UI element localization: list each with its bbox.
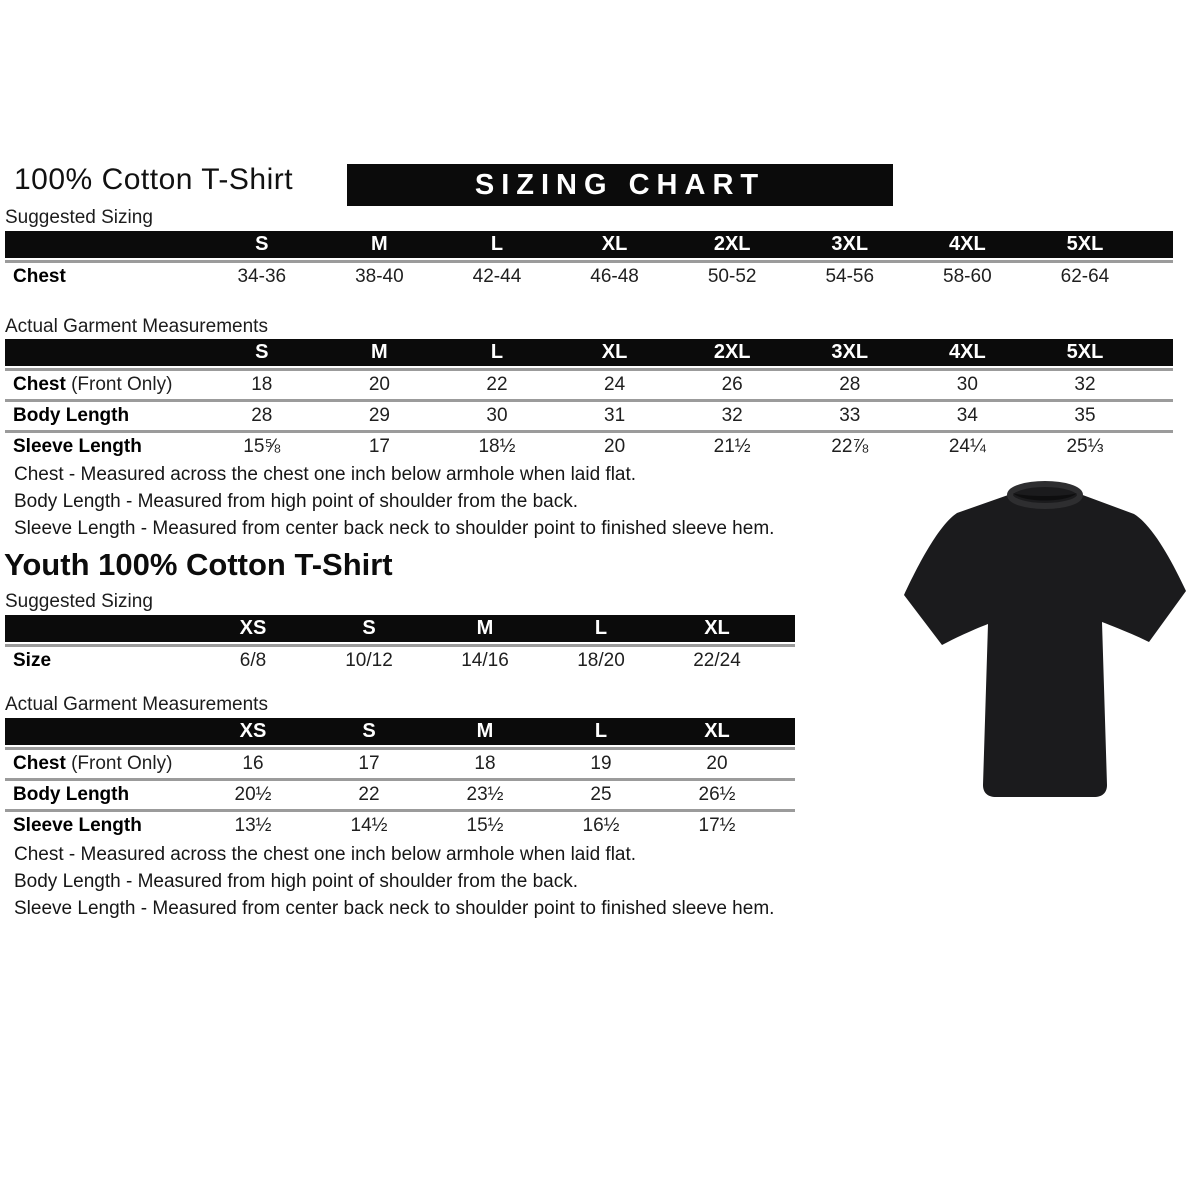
size-column-header: XL	[704, 720, 730, 742]
table-row	[5, 368, 1173, 399]
measurement-value: 22	[486, 374, 508, 395]
measurement-value: 30	[956, 374, 978, 395]
header-corner-cell	[5, 339, 203, 366]
adult-suggested-sizing-label: Suggested Sizing	[5, 207, 153, 228]
measurement-value: 24	[604, 374, 626, 395]
measurement-note: Chest - Measured across the chest one inch below armhole when laid flat.	[14, 464, 637, 485]
header-corner-cell	[5, 615, 195, 642]
measurement-value: 54-56	[825, 266, 875, 287]
size-column-header: 4XL	[949, 233, 986, 255]
measurement-value: 10/12	[345, 650, 393, 671]
measurement-note: Body Length - Measured from high point of shoulder from the back.	[14, 491, 578, 512]
youth-page-title: Youth 100% Cotton T-Shirt	[4, 547, 393, 582]
sizing-chart-banner	[347, 164, 893, 206]
size-column-header: L	[490, 341, 504, 363]
adult-suggested-sizing-table	[5, 231, 1173, 291]
measurement-value: 28	[839, 374, 861, 395]
measurement-value: 21½	[713, 436, 751, 457]
measurement-value: 20	[604, 436, 626, 457]
measurement-value: 23½	[466, 784, 504, 805]
size-column-header: M	[371, 341, 388, 363]
measurement-note: Chest - Measured across the chest one inch below armhole when laid flat.	[14, 844, 637, 865]
table-row	[5, 399, 1173, 430]
youth-measurement-notes	[14, 841, 914, 922]
measurement-value: 34	[956, 405, 978, 426]
youth-suggested-sizing-label: Suggested Sizing	[5, 591, 153, 612]
measurement-value: 15⅝	[243, 436, 281, 457]
row-label: Sleeve Length	[13, 436, 142, 457]
measurement-value: 33	[839, 405, 861, 426]
size-column-header: 5XL	[1066, 341, 1104, 363]
size-column-header: L	[594, 720, 608, 742]
black-tshirt-icon	[893, 472, 1198, 812]
measurement-value: 15½	[466, 815, 504, 836]
size-column-header: 3XL	[831, 233, 869, 255]
size-column-header: 3XL	[831, 341, 869, 363]
table-row	[5, 778, 795, 809]
measurement-value: 20	[368, 374, 390, 395]
tshirt-body-shape	[904, 484, 1186, 797]
measurement-value: 6/8	[239, 650, 267, 671]
size-column-header: 4XL	[949, 341, 986, 363]
size-column-header: XS	[239, 617, 267, 639]
youth-suggested-sizing-table	[5, 615, 795, 675]
table-row	[5, 260, 1173, 291]
youth-measurements-label: Actual Garment Measurements	[5, 694, 268, 715]
measurement-value: 22	[358, 784, 380, 805]
measurement-value: 58-60	[943, 266, 992, 287]
youth-measurements-table	[5, 718, 795, 840]
measurement-value: 50-52	[707, 266, 757, 287]
size-column-header: L	[490, 233, 504, 255]
table-row	[5, 747, 795, 778]
measurement-value: 38-40	[355, 266, 404, 287]
measurement-note: Body Length - Measured from high point of shoulder from the back.	[14, 871, 578, 892]
table-header-row	[5, 718, 795, 745]
tshirt-photo	[893, 472, 1198, 812]
measurement-value: 22⅞	[831, 436, 869, 457]
size-column-header: 2XL	[713, 233, 751, 255]
row-label: Chest (Front Only)	[13, 374, 173, 395]
measurement-value: 24¼	[948, 436, 986, 457]
measurement-note: Sleeve Length - Measured from center back neck to shoulder point to finished sleeve hem.	[14, 898, 775, 919]
measurement-value: 26½	[698, 784, 736, 805]
measurement-value: 34-36	[237, 266, 287, 287]
size-column-header: XS	[239, 720, 267, 742]
size-column-header: XL	[601, 341, 628, 363]
measurement-value: 26	[721, 374, 743, 395]
adult-measurements-label: Actual Garment Measurements	[5, 316, 268, 337]
adult-measurements-table	[5, 339, 1173, 461]
size-column-header: S	[255, 341, 269, 363]
table-row	[5, 809, 795, 840]
header-corner-cell	[5, 718, 195, 745]
table-header-row	[5, 615, 795, 642]
measurement-value: 32	[1074, 374, 1096, 395]
measurement-value: 20	[706, 753, 728, 774]
size-column-header: XL	[704, 617, 730, 639]
measurement-value: 18½	[478, 436, 516, 457]
table-header-row	[5, 231, 1173, 258]
measurement-value: 17	[358, 753, 380, 774]
row-label: Chest	[13, 266, 66, 287]
row-label: Sleeve Length	[13, 815, 142, 836]
size-column-header: S	[362, 617, 376, 639]
measurement-value: 25⅓	[1066, 436, 1104, 457]
measurement-value: 17½	[698, 815, 736, 836]
measurement-value: 17	[368, 436, 390, 457]
size-column-header: S	[255, 233, 269, 255]
size-column-header: 2XL	[713, 341, 751, 363]
measurement-value: 30	[486, 405, 508, 426]
measurement-value: 14½	[350, 815, 388, 836]
row-label: Body Length	[13, 784, 130, 805]
measurement-note: Sleeve Length - Measured from center back neck to shoulder point to finished sleeve hem.	[14, 518, 775, 539]
measurement-value: 32	[721, 405, 743, 426]
size-column-header: M	[476, 617, 494, 639]
size-column-header: M	[371, 233, 388, 255]
measurement-value: 16	[242, 753, 264, 774]
measurement-value: 42-44	[472, 266, 522, 287]
row-label: Body Length	[13, 405, 130, 426]
measurement-value: 62-64	[1060, 266, 1110, 287]
measurement-value: 31	[604, 405, 626, 426]
measurement-value: 18	[474, 753, 496, 774]
measurement-value: 14/16	[461, 650, 509, 671]
measurement-value: 28	[251, 405, 273, 426]
size-column-header: XL	[601, 233, 628, 255]
row-label: Chest (Front Only)	[13, 753, 173, 774]
table-header-row	[5, 339, 1173, 366]
row-label: Size	[13, 650, 52, 671]
measurement-value: 13½	[234, 815, 272, 836]
measurement-value: 18/20	[577, 650, 625, 671]
table-row	[5, 644, 795, 675]
size-column-header: M	[476, 720, 494, 742]
table-row	[5, 430, 1173, 461]
page-title: 100% Cotton T-Shirt	[14, 163, 294, 196]
sizing-chart-banner-label: SIZING CHART	[474, 168, 766, 201]
measurement-value: 20½	[234, 784, 272, 805]
adult-measurement-notes	[14, 461, 914, 542]
measurement-value: 18	[251, 374, 273, 395]
size-column-header: L	[594, 617, 608, 639]
measurement-value: 19	[590, 753, 612, 774]
header-corner-cell	[5, 231, 203, 258]
measurement-value: 29	[368, 405, 390, 426]
measurement-value: 16½	[582, 815, 620, 836]
measurement-value: 35	[1074, 405, 1096, 426]
measurement-value: 25	[590, 784, 612, 805]
size-column-header: S	[362, 720, 376, 742]
measurement-value: 46-48	[590, 266, 639, 287]
measurement-value: 22/24	[693, 650, 741, 671]
size-column-header: 5XL	[1066, 233, 1104, 255]
